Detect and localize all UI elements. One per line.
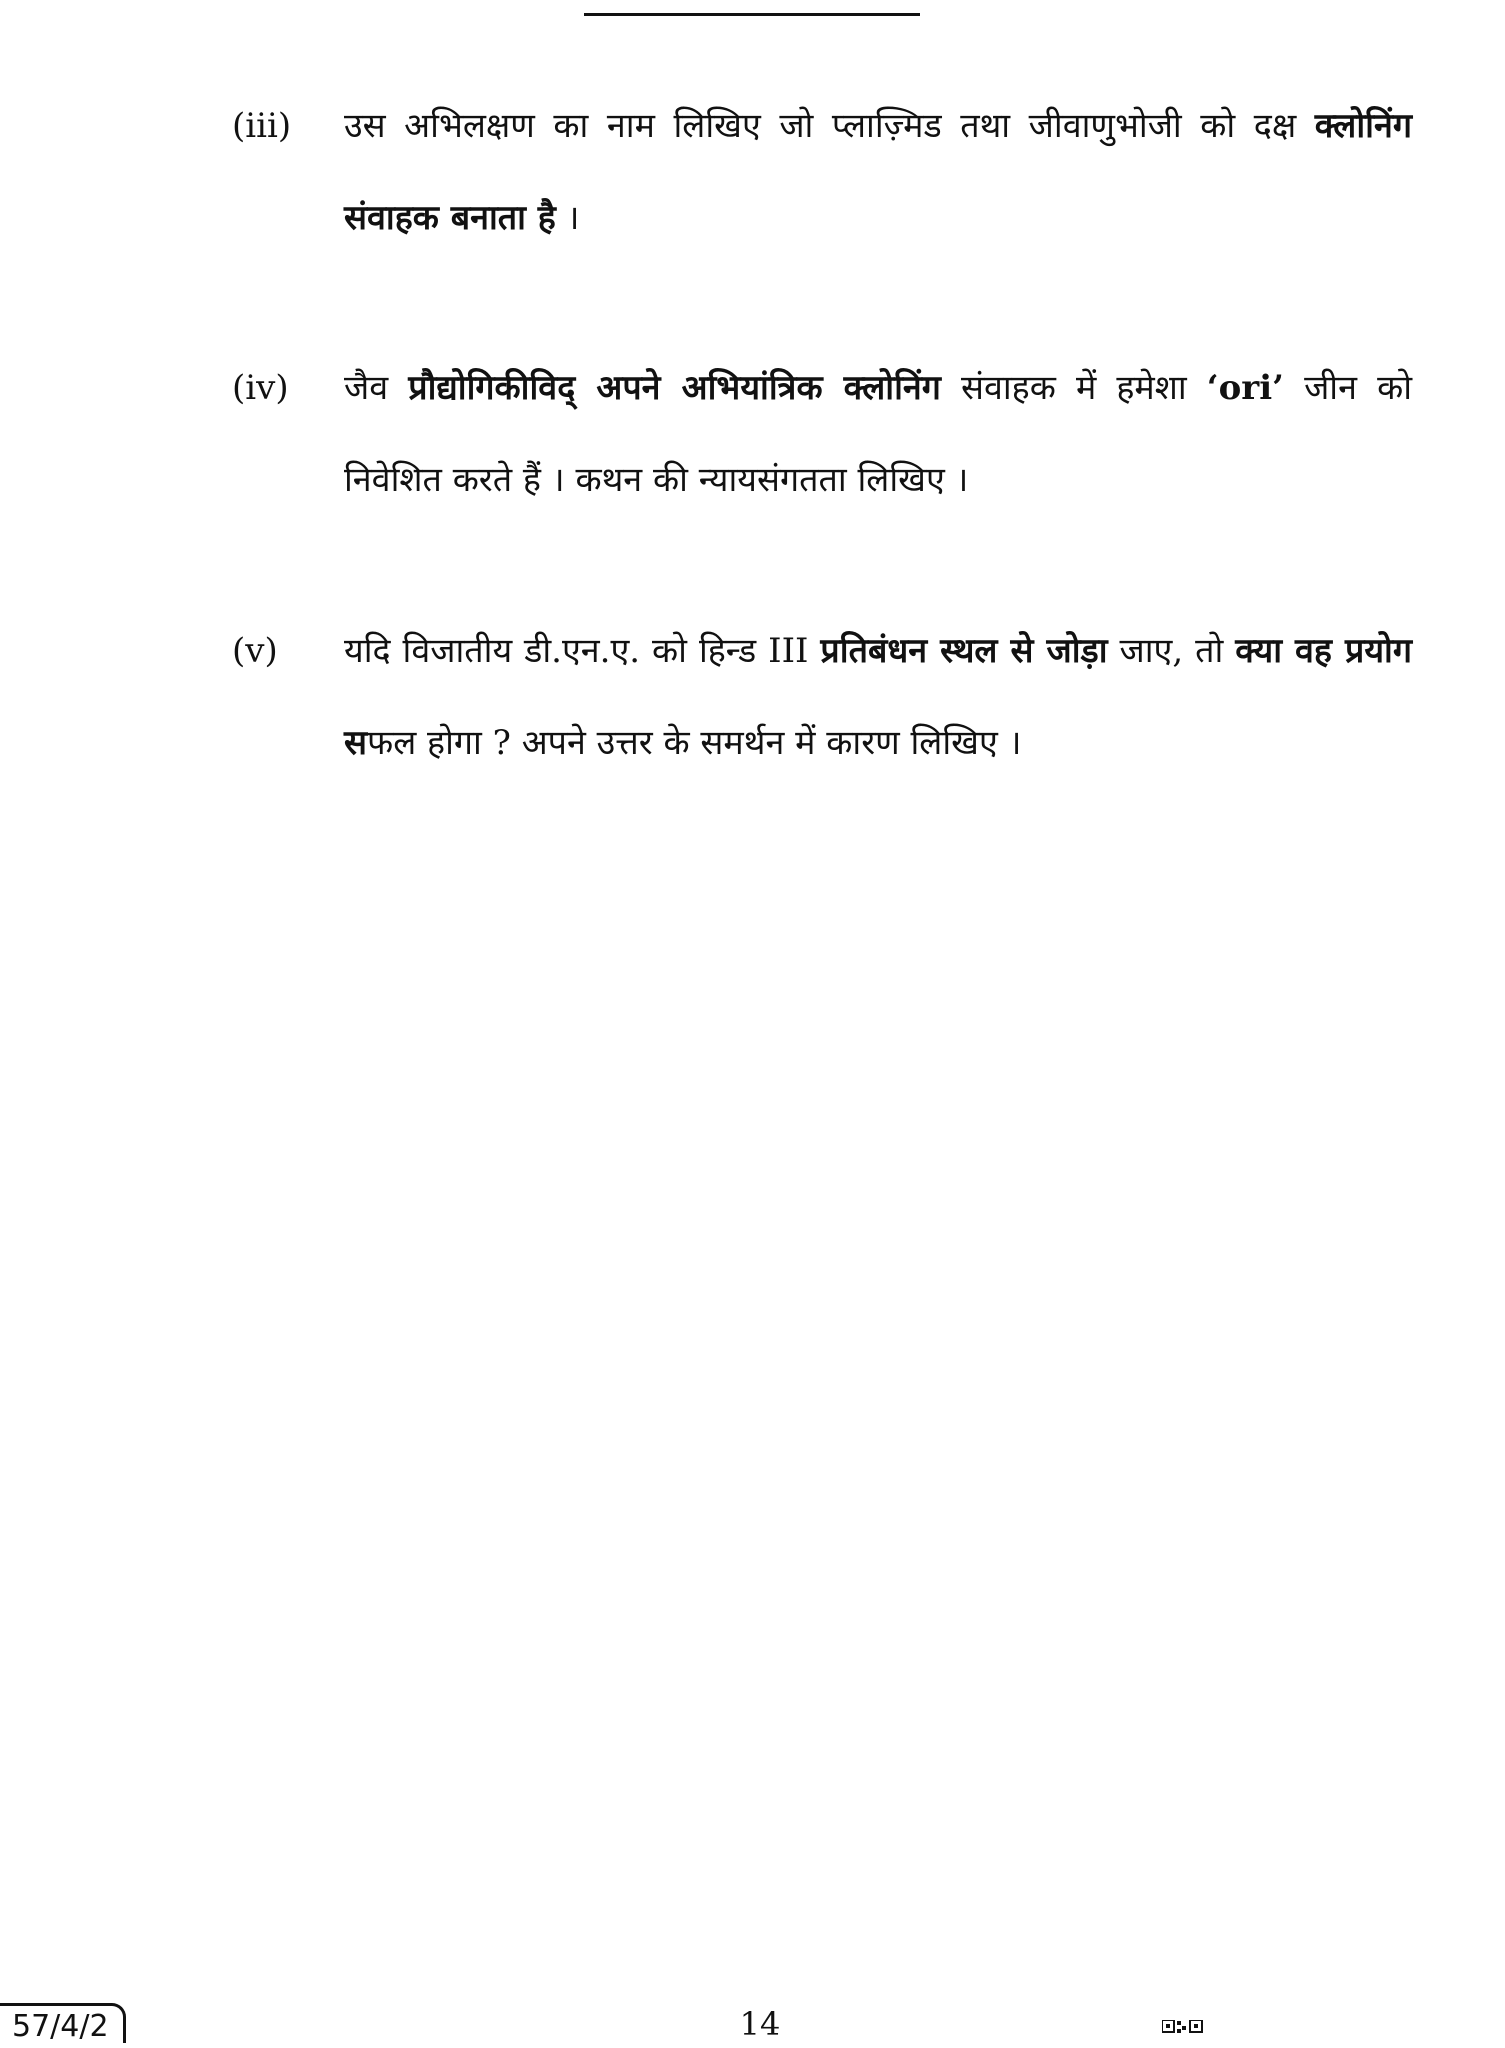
question-text-segment: ।	[555, 198, 580, 238]
top-divider	[584, 13, 920, 16]
question-text-bold-segment: क्या वह प्रयोग स	[344, 631, 1412, 763]
question-text-segment: संवाहक में हमेशा	[940, 368, 1207, 408]
question-text-bold-segment: क्लोनिंग संवाहक बनाता है	[344, 106, 1412, 238]
question-text	[344, 342, 1412, 526]
question-text-segment: उस अभिलक्षण का नाम लिखिए जो प्लाज़्मिड तथा जीवाणुभोजी को दक्ष	[344, 106, 1315, 146]
question-text-bold-segment: प्रतिबंधन स्थल से जोड़ा	[820, 631, 1108, 671]
question-text-bold-segment: प्रौद्योगिकीविद् अपने अभियांत्रिक क्लोनिंग	[408, 368, 941, 408]
question-number: (iii)	[232, 106, 292, 146]
question-text	[344, 605, 1412, 789]
paper-code: 57/4/2	[0, 2003, 126, 2043]
qr-code-icon	[1162, 2020, 1204, 2034]
question-text-segment: यदि विजातीय डी.एन.ए. को हिन्ड III	[344, 631, 821, 671]
question-number: (v)	[232, 631, 278, 671]
question-text	[344, 80, 1412, 264]
question-text-segment: जैव	[344, 368, 409, 408]
question-text-segment: जाए, तो	[1107, 631, 1236, 671]
question-number: (iv)	[232, 368, 289, 408]
question-text-bold-segment: ‘ori’	[1206, 368, 1284, 408]
question-text-segment: फल होगा ? अपने उत्तर के समर्थन में कारण लिखिए ।	[366, 723, 1022, 763]
page-number: 14	[739, 2005, 781, 2043]
question-text-segment: जीन को निवेशित करते हैं । कथन की न्यायसंगतता लिखिए ।	[344, 368, 1413, 500]
